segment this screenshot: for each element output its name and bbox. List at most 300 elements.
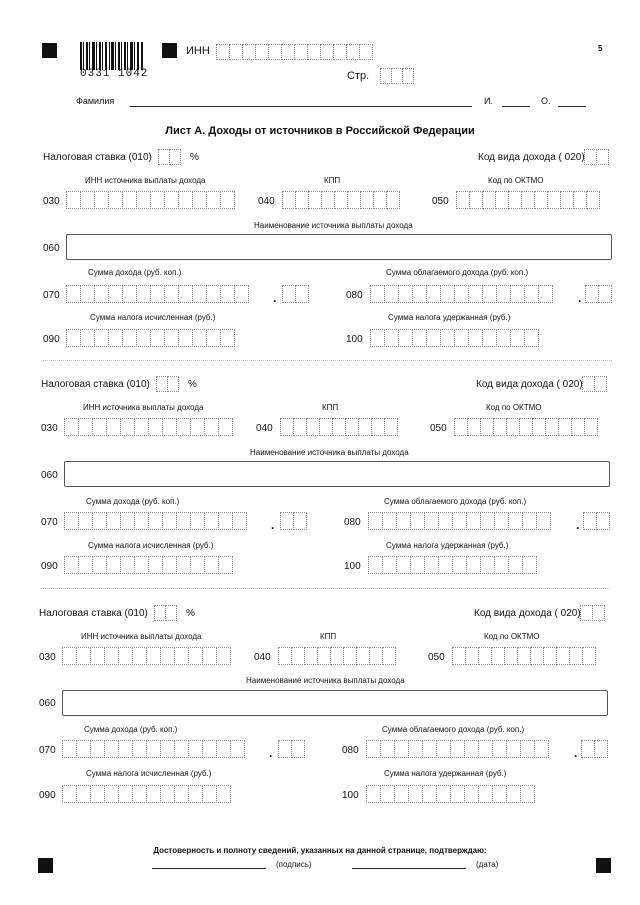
- char-cell[interactable]: [586, 191, 600, 209]
- char-cell[interactable]: [92, 512, 107, 530]
- char-cell[interactable]: [78, 512, 93, 530]
- char-cell[interactable]: [321, 191, 335, 209]
- char-cell[interactable]: [369, 647, 383, 665]
- char-cell[interactable]: [494, 556, 509, 574]
- char-cell[interactable]: [384, 418, 398, 436]
- char-cell[interactable]: [452, 556, 467, 574]
- char-cell[interactable]: [333, 44, 347, 60]
- char-cell[interactable]: [204, 418, 219, 436]
- char-cell[interactable]: [306, 418, 320, 436]
- char-cell[interactable]: [319, 418, 333, 436]
- char-cell[interactable]: [134, 418, 149, 436]
- char-cell[interactable]: [358, 418, 372, 436]
- char-cell[interactable]: [598, 285, 612, 303]
- char-cell[interactable]: [120, 556, 135, 574]
- char-cell[interactable]: [293, 512, 307, 530]
- char-cell[interactable]: [436, 740, 451, 758]
- char-cell[interactable]: [218, 418, 233, 436]
- source-name-input[interactable]: [64, 461, 610, 487]
- char-cell[interactable]: [304, 647, 318, 665]
- char-cell[interactable]: [165, 605, 177, 621]
- char-cell[interactable]: [382, 647, 396, 665]
- char-cell[interactable]: [162, 512, 177, 530]
- char-cell[interactable]: [320, 44, 334, 60]
- char-cell[interactable]: [371, 418, 385, 436]
- char-cell[interactable]: [62, 740, 77, 758]
- char-cell[interactable]: [560, 191, 574, 209]
- char-cell[interactable]: [450, 785, 465, 803]
- char-cell[interactable]: [280, 418, 294, 436]
- page-number-input[interactable]: [380, 68, 414, 84]
- char-cell[interactable]: [148, 512, 163, 530]
- income-sum-rubles-input[interactable]: [64, 512, 247, 530]
- tax-withheld-input[interactable]: [368, 556, 537, 574]
- char-cell[interactable]: [206, 191, 221, 209]
- char-cell[interactable]: [412, 329, 427, 347]
- income-sum-kopecks-input[interactable]: [282, 285, 309, 303]
- char-cell[interactable]: [438, 556, 453, 574]
- char-cell[interactable]: [295, 191, 309, 209]
- tax-withheld-input[interactable]: [370, 329, 539, 347]
- char-cell[interactable]: [190, 556, 205, 574]
- char-cell[interactable]: [190, 418, 205, 436]
- income-type-input[interactable]: [580, 605, 605, 621]
- char-cell[interactable]: [204, 512, 219, 530]
- tax-rate-input[interactable]: [158, 149, 181, 165]
- char-cell[interactable]: [454, 329, 469, 347]
- char-cell[interactable]: [118, 647, 133, 665]
- char-cell[interactable]: [148, 418, 163, 436]
- char-cell[interactable]: [456, 191, 470, 209]
- char-cell[interactable]: [468, 329, 483, 347]
- char-cell[interactable]: [424, 556, 439, 574]
- inn-input[interactable]: [216, 44, 373, 60]
- char-cell[interactable]: [176, 556, 191, 574]
- char-cell[interactable]: [573, 191, 587, 209]
- char-cell[interactable]: [380, 785, 395, 803]
- char-cell[interactable]: [522, 556, 537, 574]
- taxable-sum-kopecks-input[interactable]: [585, 285, 612, 303]
- taxable-sum-rubles-input[interactable]: [370, 285, 553, 303]
- char-cell[interactable]: [508, 556, 523, 574]
- char-cell[interactable]: [167, 376, 179, 392]
- char-cell[interactable]: [469, 191, 483, 209]
- income-type-input[interactable]: [584, 149, 609, 165]
- char-cell[interactable]: [569, 647, 583, 665]
- char-cell[interactable]: [467, 418, 481, 436]
- char-cell[interactable]: [76, 785, 91, 803]
- char-cell[interactable]: [582, 647, 596, 665]
- date-field[interactable]: [352, 868, 466, 869]
- char-cell[interactable]: [278, 740, 292, 758]
- signature-field[interactable]: [152, 868, 266, 869]
- char-cell[interactable]: [464, 740, 479, 758]
- char-cell[interactable]: [178, 329, 193, 347]
- char-cell[interactable]: [584, 418, 598, 436]
- char-cell[interactable]: [581, 740, 595, 758]
- char-cell[interactable]: [330, 647, 344, 665]
- char-cell[interactable]: [150, 285, 165, 303]
- char-cell[interactable]: [422, 785, 437, 803]
- char-cell[interactable]: [466, 512, 481, 530]
- char-cell[interactable]: [280, 512, 294, 530]
- char-cell[interactable]: [412, 285, 427, 303]
- char-cell[interactable]: [220, 329, 235, 347]
- tax-rate-input[interactable]: [154, 605, 177, 621]
- char-cell[interactable]: [468, 285, 483, 303]
- char-cell[interactable]: [162, 556, 177, 574]
- char-cell[interactable]: [136, 285, 151, 303]
- char-cell[interactable]: [104, 647, 119, 665]
- char-cell[interactable]: [108, 191, 123, 209]
- char-cell[interactable]: [120, 418, 135, 436]
- income-sum-rubles-input[interactable]: [66, 285, 249, 303]
- char-cell[interactable]: [76, 740, 91, 758]
- char-cell[interactable]: [188, 785, 203, 803]
- char-cell[interactable]: [94, 285, 109, 303]
- char-cell[interactable]: [216, 785, 231, 803]
- char-cell[interactable]: [188, 740, 203, 758]
- char-cell[interactable]: [556, 647, 570, 665]
- char-cell[interactable]: [408, 785, 423, 803]
- char-cell[interactable]: [122, 191, 137, 209]
- char-cell[interactable]: [106, 512, 121, 530]
- char-cell[interactable]: [506, 785, 521, 803]
- char-cell[interactable]: [78, 556, 93, 574]
- char-cell[interactable]: [508, 191, 522, 209]
- char-cell[interactable]: [150, 191, 165, 209]
- char-cell[interactable]: [295, 285, 309, 303]
- char-cell[interactable]: [160, 740, 175, 758]
- char-cell[interactable]: [188, 647, 203, 665]
- char-cell[interactable]: [496, 285, 511, 303]
- char-cell[interactable]: [64, 418, 79, 436]
- kpp-input[interactable]: [278, 647, 396, 665]
- char-cell[interactable]: [438, 512, 453, 530]
- char-cell[interactable]: [424, 512, 439, 530]
- char-cell[interactable]: [396, 512, 411, 530]
- char-cell[interactable]: [164, 191, 179, 209]
- char-cell[interactable]: [532, 418, 546, 436]
- char-cell[interactable]: [216, 44, 230, 60]
- char-cell[interactable]: [134, 556, 149, 574]
- char-cell[interactable]: [495, 191, 509, 209]
- char-cell[interactable]: [583, 512, 597, 530]
- char-cell[interactable]: [380, 740, 395, 758]
- char-cell[interactable]: [80, 191, 95, 209]
- taxable-sum-rubles-input[interactable]: [368, 512, 551, 530]
- char-cell[interactable]: [478, 785, 493, 803]
- char-cell[interactable]: [132, 785, 147, 803]
- char-cell[interactable]: [108, 285, 123, 303]
- char-cell[interactable]: [465, 647, 479, 665]
- tax-calculated-input[interactable]: [64, 556, 233, 574]
- char-cell[interactable]: [174, 785, 189, 803]
- char-cell[interactable]: [345, 418, 359, 436]
- char-cell[interactable]: [90, 740, 105, 758]
- char-cell[interactable]: [382, 512, 397, 530]
- char-cell[interactable]: [478, 740, 493, 758]
- char-cell[interactable]: [585, 285, 599, 303]
- char-cell[interactable]: [218, 512, 233, 530]
- char-cell[interactable]: [398, 285, 413, 303]
- char-cell[interactable]: [176, 418, 191, 436]
- char-cell[interactable]: [62, 647, 77, 665]
- char-cell[interactable]: [106, 418, 121, 436]
- char-cell[interactable]: [150, 329, 165, 347]
- char-cell[interactable]: [122, 329, 137, 347]
- char-cell[interactable]: [454, 285, 469, 303]
- char-cell[interactable]: [594, 376, 607, 392]
- char-cell[interactable]: [384, 285, 399, 303]
- taxable-sum-kopecks-input[interactable]: [583, 512, 610, 530]
- char-cell[interactable]: [76, 647, 91, 665]
- char-cell[interactable]: [136, 329, 151, 347]
- char-cell[interactable]: [398, 329, 413, 347]
- char-cell[interactable]: [426, 329, 441, 347]
- char-cell[interactable]: [106, 556, 121, 574]
- char-cell[interactable]: [504, 647, 518, 665]
- char-cell[interactable]: [347, 191, 361, 209]
- char-cell[interactable]: [66, 285, 81, 303]
- char-cell[interactable]: [520, 785, 535, 803]
- char-cell[interactable]: [216, 647, 231, 665]
- char-cell[interactable]: [536, 512, 551, 530]
- char-cell[interactable]: [192, 285, 207, 303]
- char-cell[interactable]: [422, 740, 437, 758]
- char-cell[interactable]: [78, 418, 93, 436]
- char-cell[interactable]: [242, 44, 256, 60]
- char-cell[interactable]: [229, 44, 243, 60]
- char-cell[interactable]: [164, 329, 179, 347]
- char-cell[interactable]: [436, 785, 451, 803]
- kpp-input[interactable]: [280, 418, 398, 436]
- char-cell[interactable]: [204, 556, 219, 574]
- char-cell[interactable]: [466, 556, 481, 574]
- char-cell[interactable]: [478, 647, 492, 665]
- char-cell[interactable]: [132, 740, 147, 758]
- char-cell[interactable]: [492, 740, 507, 758]
- char-cell[interactable]: [386, 191, 400, 209]
- char-cell[interactable]: [394, 785, 409, 803]
- char-cell[interactable]: [146, 647, 161, 665]
- initial-o-field[interactable]: [558, 106, 586, 107]
- char-cell[interactable]: [452, 512, 467, 530]
- char-cell[interactable]: [530, 647, 544, 665]
- char-cell[interactable]: [396, 556, 411, 574]
- char-cell[interactable]: [94, 191, 109, 209]
- char-cell[interactable]: [307, 44, 321, 60]
- char-cell[interactable]: [291, 647, 305, 665]
- char-cell[interactable]: [366, 785, 381, 803]
- char-cell[interactable]: [522, 512, 537, 530]
- char-cell[interactable]: [596, 149, 609, 165]
- char-cell[interactable]: [482, 329, 497, 347]
- char-cell[interactable]: [493, 418, 507, 436]
- char-cell[interactable]: [62, 785, 77, 803]
- char-cell[interactable]: [343, 647, 357, 665]
- char-cell[interactable]: [454, 418, 468, 436]
- tax-rate-input[interactable]: [156, 376, 179, 392]
- char-cell[interactable]: [308, 191, 322, 209]
- char-cell[interactable]: [373, 191, 387, 209]
- char-cell[interactable]: [538, 285, 553, 303]
- char-cell[interactable]: [534, 191, 548, 209]
- char-cell[interactable]: [450, 740, 465, 758]
- char-cell[interactable]: [359, 44, 373, 60]
- char-cell[interactable]: [520, 740, 535, 758]
- char-cell[interactable]: [104, 740, 119, 758]
- char-cell[interactable]: [164, 285, 179, 303]
- char-cell[interactable]: [366, 740, 381, 758]
- char-cell[interactable]: [122, 285, 137, 303]
- char-cell[interactable]: [174, 740, 189, 758]
- char-cell[interactable]: [234, 285, 249, 303]
- char-cell[interactable]: [506, 418, 520, 436]
- char-cell[interactable]: [506, 740, 521, 758]
- char-cell[interactable]: [202, 740, 217, 758]
- char-cell[interactable]: [92, 418, 107, 436]
- char-cell[interactable]: [282, 191, 296, 209]
- char-cell[interactable]: [410, 556, 425, 574]
- income-sum-rubles-input[interactable]: [62, 740, 245, 758]
- char-cell[interactable]: [206, 329, 221, 347]
- char-cell[interactable]: [64, 512, 79, 530]
- char-cell[interactable]: [220, 191, 235, 209]
- char-cell[interactable]: [334, 191, 348, 209]
- tax-withheld-input[interactable]: [366, 785, 535, 803]
- char-cell[interactable]: [291, 740, 305, 758]
- char-cell[interactable]: [178, 191, 193, 209]
- surname-field[interactable]: [130, 106, 472, 107]
- char-cell[interactable]: [594, 740, 608, 758]
- char-cell[interactable]: [134, 512, 149, 530]
- char-cell[interactable]: [519, 418, 533, 436]
- inn-source-input[interactable]: [62, 647, 231, 665]
- char-cell[interactable]: [255, 44, 269, 60]
- char-cell[interactable]: [368, 556, 383, 574]
- taxable-sum-rubles-input[interactable]: [366, 740, 549, 758]
- char-cell[interactable]: [394, 740, 409, 758]
- char-cell[interactable]: [543, 647, 557, 665]
- income-type-input[interactable]: [582, 376, 607, 392]
- char-cell[interactable]: [278, 647, 292, 665]
- char-cell[interactable]: [480, 418, 494, 436]
- income-sum-kopecks-input[interactable]: [278, 740, 305, 758]
- char-cell[interactable]: [545, 418, 559, 436]
- char-cell[interactable]: [408, 740, 423, 758]
- tax-calculated-input[interactable]: [66, 329, 235, 347]
- char-cell[interactable]: [480, 512, 495, 530]
- income-sum-kopecks-input[interactable]: [280, 512, 307, 530]
- char-cell[interactable]: [452, 647, 466, 665]
- char-cell[interactable]: [571, 418, 585, 436]
- char-cell[interactable]: [464, 785, 479, 803]
- char-cell[interactable]: [66, 191, 81, 209]
- char-cell[interactable]: [169, 149, 181, 165]
- char-cell[interactable]: [146, 740, 161, 758]
- char-cell[interactable]: [524, 285, 539, 303]
- char-cell[interactable]: [160, 647, 175, 665]
- oktmo-input[interactable]: [452, 647, 596, 665]
- char-cell[interactable]: [268, 44, 282, 60]
- char-cell[interactable]: [356, 647, 370, 665]
- char-cell[interactable]: [508, 512, 523, 530]
- char-cell[interactable]: [558, 418, 572, 436]
- source-name-input[interactable]: [66, 234, 612, 260]
- char-cell[interactable]: [146, 785, 161, 803]
- char-cell[interactable]: [104, 785, 119, 803]
- char-cell[interactable]: [192, 329, 207, 347]
- char-cell[interactable]: [232, 512, 247, 530]
- char-cell[interactable]: [384, 329, 399, 347]
- char-cell[interactable]: [94, 329, 109, 347]
- char-cell[interactable]: [382, 556, 397, 574]
- char-cell[interactable]: [480, 556, 495, 574]
- char-cell[interactable]: [524, 329, 539, 347]
- char-cell[interactable]: [293, 418, 307, 436]
- char-cell[interactable]: [510, 285, 525, 303]
- char-cell[interactable]: [596, 512, 610, 530]
- char-cell[interactable]: [90, 785, 105, 803]
- inn-source-input[interactable]: [66, 191, 235, 209]
- char-cell[interactable]: [317, 647, 331, 665]
- char-cell[interactable]: [64, 556, 79, 574]
- source-name-input[interactable]: [62, 690, 608, 716]
- char-cell[interactable]: [282, 285, 296, 303]
- char-cell[interactable]: [370, 329, 385, 347]
- char-cell[interactable]: [410, 512, 425, 530]
- char-cell[interactable]: [370, 285, 385, 303]
- char-cell[interactable]: [346, 44, 360, 60]
- char-cell[interactable]: [90, 647, 105, 665]
- char-cell[interactable]: [491, 647, 505, 665]
- char-cell[interactable]: [118, 785, 133, 803]
- char-cell[interactable]: [494, 512, 509, 530]
- char-cell[interactable]: [162, 418, 177, 436]
- char-cell[interactable]: [294, 44, 308, 60]
- char-cell[interactable]: [192, 191, 207, 209]
- char-cell[interactable]: [281, 44, 295, 60]
- oktmo-input[interactable]: [454, 418, 598, 436]
- char-cell[interactable]: [216, 740, 231, 758]
- char-cell[interactable]: [440, 285, 455, 303]
- char-cell[interactable]: [174, 647, 189, 665]
- char-cell[interactable]: [148, 556, 163, 574]
- inn-source-input[interactable]: [64, 418, 233, 436]
- char-cell[interactable]: [426, 285, 441, 303]
- char-cell[interactable]: [202, 785, 217, 803]
- char-cell[interactable]: [220, 285, 235, 303]
- char-cell[interactable]: [492, 785, 507, 803]
- char-cell[interactable]: [368, 512, 383, 530]
- char-cell[interactable]: [80, 329, 95, 347]
- tax-calculated-input[interactable]: [62, 785, 231, 803]
- char-cell[interactable]: [402, 68, 414, 84]
- char-cell[interactable]: [440, 329, 455, 347]
- char-cell[interactable]: [108, 329, 123, 347]
- char-cell[interactable]: [230, 740, 245, 758]
- char-cell[interactable]: [547, 191, 561, 209]
- char-cell[interactable]: [178, 285, 193, 303]
- char-cell[interactable]: [92, 556, 107, 574]
- char-cell[interactable]: [160, 785, 175, 803]
- char-cell[interactable]: [482, 285, 497, 303]
- char-cell[interactable]: [521, 191, 535, 209]
- char-cell[interactable]: [360, 191, 374, 209]
- oktmo-input[interactable]: [456, 191, 600, 209]
- char-cell[interactable]: [592, 605, 605, 621]
